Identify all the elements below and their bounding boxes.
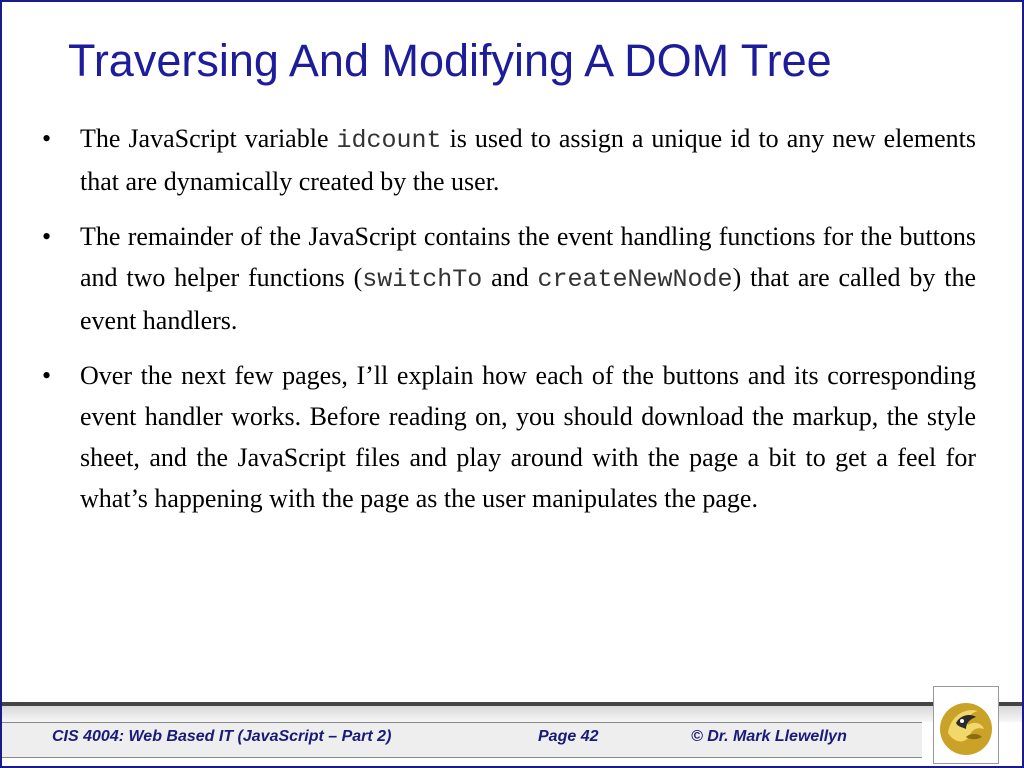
bullet-text: is used to assign a unique id to any new elements that are dynamically created by the user. bbox=[80, 124, 976, 196]
bullet-item bbox=[42, 118, 976, 202]
bullet-item bbox=[42, 355, 976, 519]
bullet-text: The JavaScript variable bbox=[80, 124, 337, 153]
footer-author: © Dr. Mark Llewellyn bbox=[691, 728, 847, 745]
bullet-text: and bbox=[482, 263, 538, 292]
bullet-text: Over the next few pages, I’ll explain how each of the buttons and its corresponding event handler works. Before reading on, you should download the markup, the style sheet, and the JavaScript files and play around with the page a bit to get a feel for what’s happening with the page as the user manipulates the page. bbox=[80, 361, 976, 513]
bullet-text: The remainder of the JavaScript contains the event handling functions for the buttons and two helper functions ( bbox=[80, 222, 976, 292]
footer-band bbox=[2, 706, 1022, 722]
code-switchto: switchTo bbox=[362, 265, 483, 294]
bullet-item bbox=[42, 216, 976, 341]
slide-title: Traversing And Modifying A DOM Tree bbox=[68, 35, 832, 86]
pegasus-logo-icon bbox=[936, 693, 996, 759]
bullet-text: ) that are called by the event handlers. bbox=[80, 263, 976, 335]
footer-course: CIS 4004: Web Based IT (JavaScript – Part 2) bbox=[52, 728, 392, 745]
logo-frame bbox=[933, 686, 999, 764]
bullet-list bbox=[42, 118, 976, 533]
bullet-icon: • bbox=[42, 361, 52, 390]
bullet-icon: • bbox=[42, 222, 52, 251]
bullet-icon: • bbox=[42, 124, 52, 153]
code-idcount: idcount bbox=[336, 126, 442, 155]
code-createnewnode: createNewNode bbox=[537, 265, 733, 294]
footer-page-number: Page 42 bbox=[538, 728, 599, 745]
